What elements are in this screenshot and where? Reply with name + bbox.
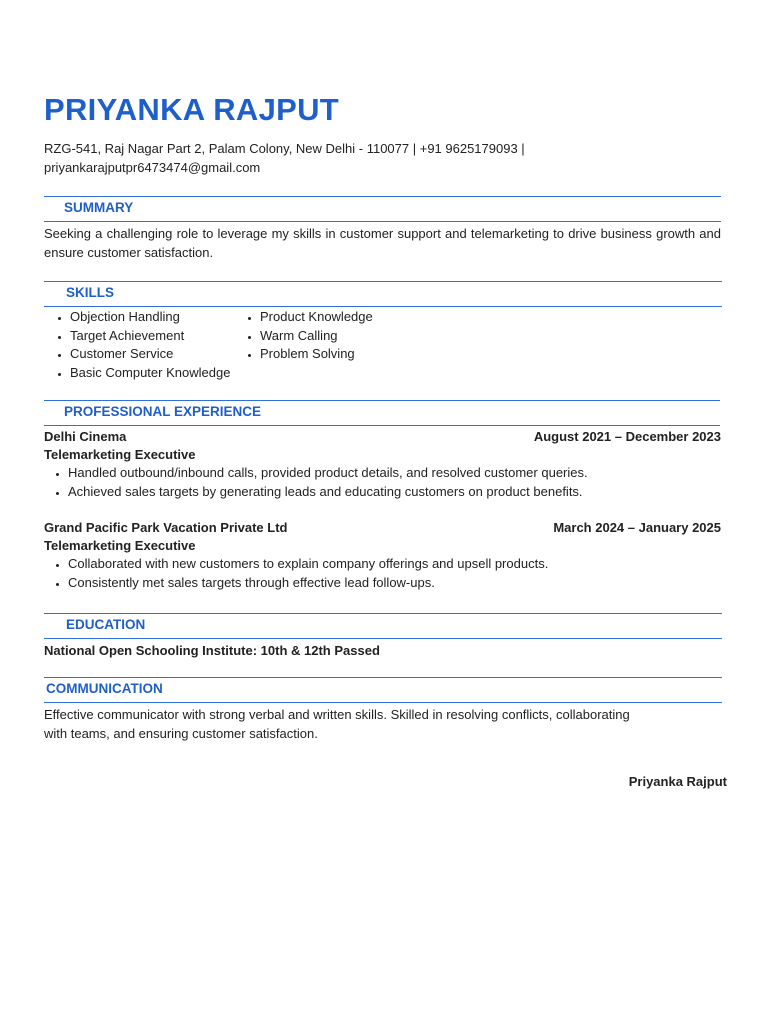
communication-heading: COMMUNICATION	[46, 681, 163, 696]
job-bullet: • Consistently met sales targets through effective lead follow-ups.	[68, 574, 548, 593]
candidate-name: PRIYANKA RAJPUT	[44, 92, 340, 127]
job-header	[44, 519, 721, 538]
summary-heading: SUMMARY	[64, 200, 134, 215]
job-dates: August 2021 – December 2023	[533, 429, 721, 444]
job-bullet: • Collaborated with new customers to explain company offerings and upsell products.	[68, 555, 548, 574]
experience-heading-bar	[44, 400, 720, 426]
skill-item: • Problem Solving	[260, 345, 373, 364]
contact-info	[44, 140, 724, 177]
skill-item: • Objection Handling	[70, 308, 230, 327]
skills-list-col1	[44, 308, 230, 382]
summary-heading-bar	[44, 196, 721, 222]
education-heading: EDUCATION	[66, 617, 146, 632]
job-header	[44, 428, 721, 447]
communication-heading-bar	[44, 677, 722, 703]
skill-item: • Product Knowledge	[260, 308, 373, 327]
job-company: Grand Pacific Park Vacation Private Ltd	[44, 520, 288, 535]
skill-item: • Warm Calling	[260, 327, 373, 346]
signature-name: Priyanka Rajput	[628, 774, 727, 789]
summary-text: Seeking a challenging role to leverage my skills in customer support and telemarketing to drive business growth and ensure customer satisfaction.	[44, 226, 721, 260]
skills-heading: SKILLS	[66, 285, 115, 300]
experience-heading: PROFESSIONAL EXPERIENCE	[64, 404, 262, 419]
communication-text	[44, 706, 721, 743]
skill-item: • Basic Computer Knowledge	[70, 364, 230, 383]
job-bullet: • Achieved sales targets by generating leads and educating customers on product benefits.	[68, 483, 588, 502]
job-title: Telemarketing Executive	[44, 538, 196, 553]
education-text: National Open Schooling Institute: 10th & 12th Passed	[44, 643, 380, 658]
skill-item: • Customer Service	[70, 345, 230, 364]
communication-line: with teams, and ensuring customer satisfaction.	[44, 725, 318, 741]
job-company: Delhi Cinema	[44, 429, 127, 444]
skills-heading-bar	[44, 281, 722, 307]
job-title: Telemarketing Executive	[44, 447, 196, 462]
education-heading-bar	[44, 613, 722, 639]
skill-item: • Target Achievement	[70, 327, 230, 346]
contact-email: priyankarajputpr6473474@gmail.com	[44, 159, 261, 175]
skills-list-col2	[234, 308, 373, 364]
communication-line: Effective communicator with strong verbal and written skills. Skilled in resolving conflicts, collaborating	[44, 707, 630, 722]
job-dates: March 2024 – January 2025	[553, 520, 721, 535]
job-bullets	[42, 555, 548, 592]
job-bullets	[42, 464, 588, 501]
job-bullet: • Handled outbound/inbound calls, provided product details, and resolved customer queries.	[68, 464, 588, 483]
contact-address-phone: RZG-541, Raj Nagar Part 2, Palam Colony, New Delhi - 110077 | +91 9625179093 |	[44, 141, 525, 156]
